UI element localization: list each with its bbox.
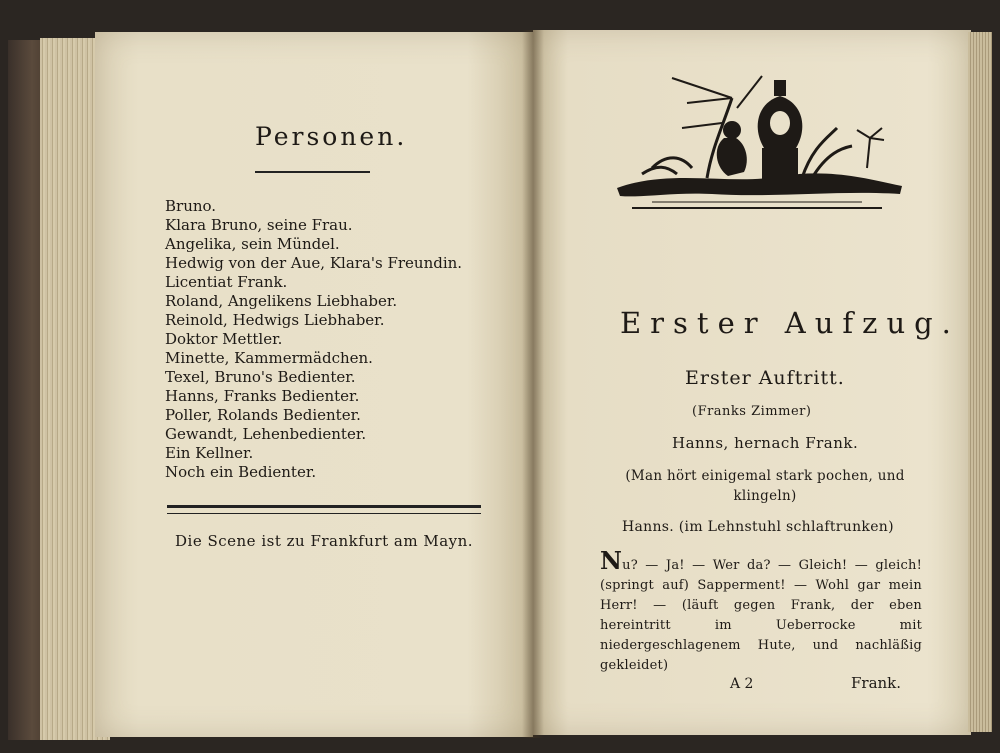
scene-title: Erster Auftritt.	[685, 367, 845, 389]
catchword: Frank.	[851, 674, 902, 692]
right-page-edges	[968, 32, 992, 732]
cast-item: Reinold, Hedwigs Liebhaber.	[165, 311, 385, 329]
book-gutter	[522, 30, 544, 738]
cast-item: Angelika, sein Mündel.	[165, 235, 340, 253]
double-rule-divider	[167, 505, 481, 514]
cast-list	[165, 197, 462, 482]
cast-item: Bruno.	[165, 197, 217, 215]
scene-setting: (Franks Zimmer)	[692, 404, 812, 419]
cast-item: Gewandt, Lehenbedienter.	[165, 425, 367, 443]
cast-item: Klara Bruno, seine Frau.	[165, 216, 353, 234]
cast-item: Noch ein Bedienter.	[165, 463, 317, 481]
cast-heading: Personen.	[255, 122, 408, 151]
scene-location-note: Die Scene ist zu Frankfurt am Mayn.	[175, 532, 474, 550]
cast-item: Licentiat Frank.	[165, 273, 288, 291]
cast-item: Hanns, Franks Bedienter.	[165, 387, 360, 405]
stage-direction: (Man hört einigemal stark pochen, und klingeln)	[625, 468, 905, 504]
cast-item: Poller, Rolands Bedienter.	[165, 406, 361, 424]
cast-item: Ein Kellner.	[165, 444, 254, 462]
cast-item: Roland, Angelikens Liebhaber.	[165, 292, 398, 310]
woodcut-vignette-icon	[612, 68, 904, 214]
cast-item: Doktor Mettler.	[165, 330, 283, 348]
cast-item: Texel, Bruno's Bedienter.	[165, 368, 356, 386]
speaker-line: Hanns. (im Lehnstuhl schlaftrunken)	[622, 519, 894, 535]
dialogue-body: u? — Ja! — Wer da? — Gleich! — gleich! (springt auf) Sapperment! — Wohl gar mein Herr! — (läuft gegen Frank, der eben hereintritt im Ueberrocke mit niedergeschlagenem Hute, und nachläßig gekleidet)	[600, 558, 922, 673]
cast-item: Minette, Kammermädchen.	[165, 349, 373, 367]
scene-characters: Hanns, hernach Frank.	[672, 434, 859, 452]
act-title: Erster Aufzug.	[620, 306, 960, 340]
heading-rule	[255, 171, 370, 173]
signature-mark: A 2	[730, 676, 754, 692]
drop-cap: N	[600, 546, 623, 575]
cast-item: Hedwig von der Aue, Klara's Freundin.	[165, 254, 463, 272]
dialogue-text	[600, 546, 922, 676]
